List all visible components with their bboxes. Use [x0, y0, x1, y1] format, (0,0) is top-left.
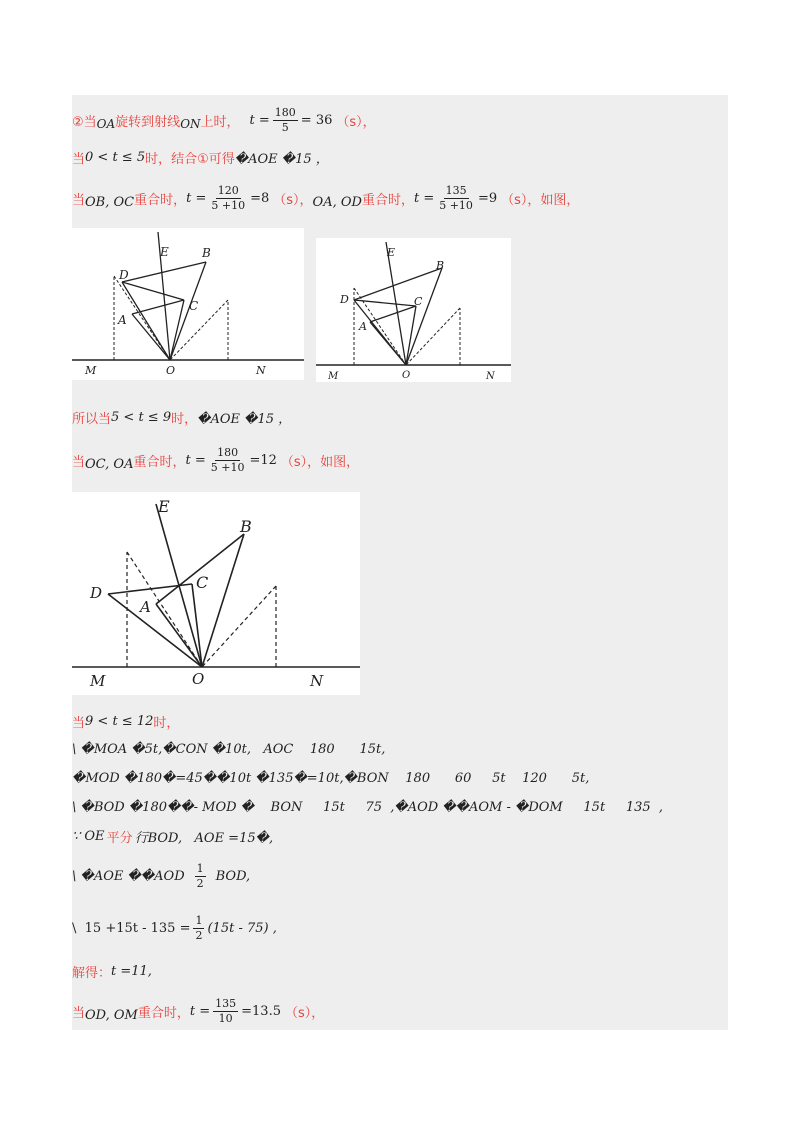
label-b: B	[436, 259, 445, 272]
label-c: C	[414, 295, 423, 308]
text: （s），如图，	[280, 454, 360, 470]
text: （s），	[336, 114, 376, 130]
label-m: M	[90, 672, 106, 690]
label-a: A	[359, 320, 367, 333]
math: 5 < t ≤ 9	[111, 409, 172, 425]
math: \ 15 +15t - 135 =	[72, 920, 191, 936]
figure-2	[316, 238, 511, 382]
fraction: $\frac{180}{5 +10}$	[210, 445, 245, 474]
math: 行BOD, AOE =15�,	[134, 830, 274, 846]
math: �AOE �15 ，	[197, 411, 292, 427]
figure-3	[72, 492, 360, 695]
text: 平分	[106, 830, 133, 846]
text: 解得：	[72, 965, 112, 981]
text: （s），	[273, 192, 313, 208]
math: BOD,	[215, 868, 251, 884]
math: t =	[185, 452, 206, 468]
label-e: E	[387, 246, 396, 259]
math: =12	[249, 452, 277, 468]
text: 当	[72, 1005, 86, 1021]
text: 时，	[171, 411, 198, 427]
label-e: E	[160, 245, 169, 259]
line-14	[72, 993, 324, 1029]
fraction: $\frac{1}{2}$	[195, 913, 203, 942]
text: 所以当	[72, 411, 112, 427]
math: OB, OC	[85, 194, 135, 210]
label-c: C	[189, 299, 199, 313]
label-d: D	[340, 293, 349, 306]
line-1	[72, 106, 376, 134]
math: OD, OM	[85, 1007, 138, 1023]
math: t =	[186, 190, 207, 206]
line-12	[72, 910, 277, 946]
math: OA, OD	[312, 194, 362, 210]
fraction: $\frac{135}{5 +10}$	[439, 183, 473, 212]
label-c: C	[196, 573, 209, 592]
label-n: N	[256, 364, 266, 377]
math: (15t - 75) ,	[207, 920, 277, 936]
label-d: D	[119, 268, 129, 282]
text: 重合时，	[137, 1005, 190, 1021]
text: 时，	[153, 715, 180, 731]
text: 当	[72, 151, 86, 167]
line-9	[72, 797, 663, 817]
line-10	[72, 826, 273, 846]
text: 当	[72, 454, 86, 470]
label-b: B	[202, 246, 211, 260]
text: 时，结合①可得	[145, 151, 235, 167]
fraction: $\frac{135}{10}$	[215, 996, 237, 1025]
line-3	[72, 180, 579, 216]
math: t =11,	[111, 963, 152, 979]
label-b: B	[240, 517, 252, 536]
figure-1	[72, 228, 304, 380]
text: 当	[72, 192, 86, 208]
math: �MOD �180�=45��10t �135�=10t,�BON 180 60 5t 120 5t,	[72, 770, 590, 786]
math: OC, OA	[85, 456, 134, 472]
text: 当	[72, 715, 86, 731]
line-2	[72, 147, 329, 167]
math: OA	[96, 117, 116, 131]
math: = 36	[300, 112, 333, 128]
math: 0 < t ≤ 5	[85, 149, 146, 165]
line-6	[72, 711, 179, 731]
math: \ �AOE ��AOD	[72, 868, 185, 884]
line-11	[72, 858, 250, 894]
math: =9	[477, 190, 498, 206]
label-a: A	[118, 313, 127, 327]
label-m: M	[328, 371, 339, 382]
label-e: E	[158, 497, 170, 516]
line-8	[72, 768, 589, 788]
label-d: D	[90, 584, 103, 602]
math: =8	[250, 190, 270, 206]
fraction: $\frac{1}{2}$	[196, 861, 204, 890]
line-4	[72, 407, 291, 427]
text: ②当	[72, 114, 97, 130]
line-13	[72, 961, 152, 981]
math: t =	[249, 112, 270, 128]
fraction: $\frac{120}{5 +10}$	[211, 183, 246, 212]
text: （s），如图，	[501, 192, 580, 208]
math: �AOE �15 ，	[234, 151, 329, 167]
line-5	[72, 442, 359, 478]
math: \ �MOA �5t,�CON �10t, AOC 180 15t,	[72, 741, 386, 757]
math: ∵ OE	[72, 828, 105, 844]
text: 重合时，	[134, 192, 187, 208]
math: t =	[413, 190, 435, 206]
math: ON	[180, 117, 201, 131]
math: =13.5	[241, 1003, 281, 1019]
line-7	[72, 739, 385, 759]
label-o: O	[402, 370, 411, 381]
fraction: $\frac{180}{5}$	[274, 105, 296, 134]
label-a: A	[140, 598, 151, 616]
label-o: O	[192, 670, 205, 688]
math: \ �BOD �180��- MOD � BON 15t 75 ,�AOD ��AOM - �DOM 15t 135 ,	[72, 799, 664, 815]
label-n: N	[310, 672, 324, 690]
text: （s），	[284, 1005, 325, 1021]
text: 旋转到射线	[115, 114, 181, 130]
label-m: M	[85, 364, 97, 377]
math: 9 < t ≤ 12	[85, 713, 154, 729]
math: t =	[189, 1003, 211, 1019]
label-o: O	[166, 364, 176, 377]
text: 重合时，	[361, 192, 414, 208]
text: 上时，	[200, 114, 240, 130]
label-n: N	[486, 371, 495, 382]
text: 重合时，	[133, 454, 186, 470]
